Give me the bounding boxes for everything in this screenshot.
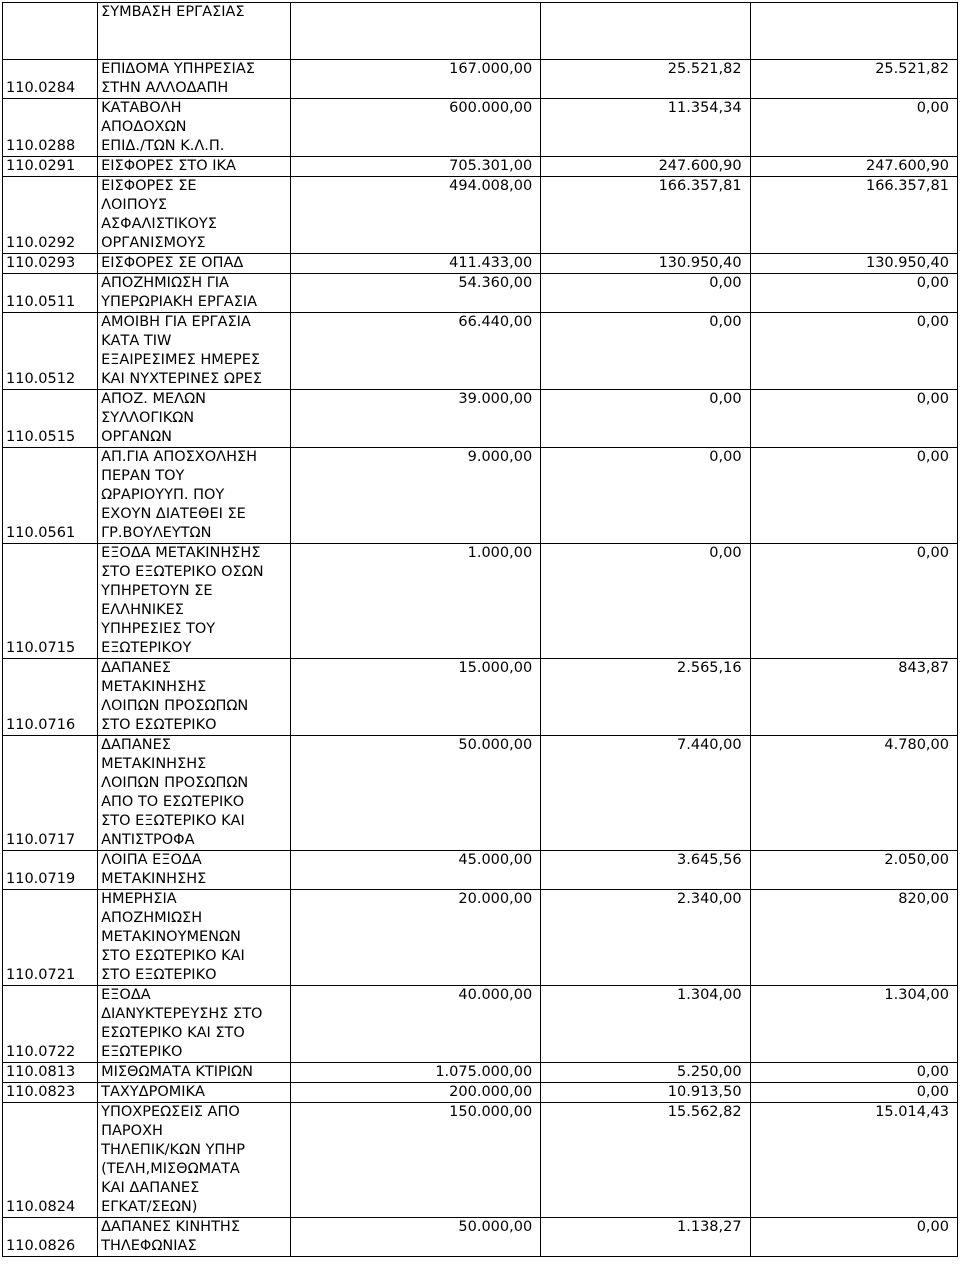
description-line: ΣΤΟ ΕΞΩΤΕΡΙΚΟ ΟΣΩΝ (101, 564, 264, 580)
paid-amount: 0,00 (750, 274, 957, 313)
account-code: 110.0826 (3, 1218, 98, 1257)
budget-amount: 150.000,00 (291, 1103, 541, 1218)
description-line: ΜΙΣΘΩΜΑΤΑ ΚΤΙΡΙΩΝ (101, 1064, 253, 1080)
account-description (98, 254, 291, 274)
table-row (3, 274, 958, 313)
description-line: ΚΑΙ ΔΑΠΑΝΕΣ (101, 1180, 200, 1196)
committed-amount: 0,00 (541, 313, 750, 390)
description-line: ΑΣΦΑΛΙΣΤΙΚΟΥΣ (101, 216, 217, 232)
account-description (98, 1083, 291, 1103)
description-line: ΕΙΣΦΟΡΕΣ ΣΕ (101, 178, 197, 194)
committed-amount: 0,00 (541, 390, 750, 448)
description-line: ΑΠΟΔΟΧΩΝ (101, 119, 187, 135)
description-line: ΚΑΙ ΝΥΧΤΕΡΙΝΕΣ ΩΡΕΣ (101, 371, 263, 387)
description-line: ΓΡ.ΒΟΥΛΕΥΤΩΝ (101, 525, 212, 541)
description-line: ΥΠΟΧΡΕΩΣΕΙΣ ΑΠΟ (101, 1104, 240, 1120)
paid-amount: 0,00 (750, 390, 957, 448)
committed-amount: 5.250,00 (541, 1063, 750, 1083)
table-row (3, 177, 958, 254)
budget-amount: 66.440,00 (291, 313, 541, 390)
header-cell (291, 3, 541, 60)
table-row (3, 736, 958, 851)
description-line: ΣΤΟ ΕΣΩΤΕΡΙΚΟ (101, 717, 217, 733)
description-line: ΔΙΑΝΥΚΤΕΡΕΥΣΗΣ ΣΤΟ (101, 1006, 263, 1022)
budget-amount: 40.000,00 (291, 986, 541, 1063)
account-description (98, 390, 291, 448)
committed-amount: 0,00 (541, 448, 750, 544)
description-line: ΕΙΣΦΟΡΕΣ ΣΕ ΟΠΑΔ (101, 255, 244, 271)
account-description (98, 313, 291, 390)
budget-amount: 9.000,00 (291, 448, 541, 544)
committed-amount: 7.440,00 (541, 736, 750, 851)
description-line: ΑΠΟΖΗΜΙΩΣΗ (101, 910, 203, 926)
paid-amount: 15.014,43 (750, 1103, 957, 1218)
account-description (98, 544, 291, 659)
description-line: ΚΑΤΑ ΤΙW (101, 333, 172, 349)
committed-amount: 3.645,56 (541, 851, 750, 890)
table-row (3, 390, 958, 448)
header-cell (541, 3, 750, 60)
paid-amount: 820,00 (750, 890, 957, 986)
paid-amount: 0,00 (750, 313, 957, 390)
paid-amount: 166.357,81 (750, 177, 957, 254)
account-code: 110.0293 (3, 254, 98, 274)
budget-amount: 1.075.000,00 (291, 1063, 541, 1083)
table-row (3, 99, 958, 157)
description-line: ΤΑΧΥΔΡΟΜΙΚΑ (101, 1084, 205, 1100)
table-row (3, 157, 958, 177)
description-line: ΜΕΤΑΚΙΝΗΣΗΣ (101, 756, 207, 772)
committed-amount: 2.565,16 (541, 659, 750, 736)
description-line: ΜΕΤΑΚΙΝΟΥΜΕΝΩΝ (101, 929, 241, 945)
account-description (98, 177, 291, 254)
account-description (98, 986, 291, 1063)
budget-amount: 705.301,00 (291, 157, 541, 177)
committed-amount: 166.357,81 (541, 177, 750, 254)
committed-amount: 1.304,00 (541, 986, 750, 1063)
account-description (98, 1063, 291, 1083)
description-line: ΕΠΙΔ./ΤΩΝ Κ.Λ.Π. (101, 138, 225, 154)
table-row (3, 890, 958, 986)
description-line: ΕΙΣΦΟΡΕΣ ΣΤΟ ΙΚΑ (101, 158, 236, 174)
paid-amount: 25.521,82 (750, 60, 957, 99)
account-code: 110.0511 (3, 274, 98, 313)
account-code: 110.0813 (3, 1063, 98, 1083)
paid-amount: 0,00 (750, 448, 957, 544)
description-line: ΑΝΤΙΣΤΡΟΦΑ (101, 832, 195, 848)
table-row (3, 659, 958, 736)
budget-amount: 20.000,00 (291, 890, 541, 986)
paid-amount: 2.050,00 (750, 851, 957, 890)
committed-amount: 10.913,50 (541, 1083, 750, 1103)
description-line: ΜΕΤΑΚΙΝΗΣΗΣ (101, 871, 207, 887)
description-line: (ΤΕΛΗ,ΜΙΣΘΩΜΑΤΑ (101, 1161, 240, 1177)
budget-amount: 54.360,00 (291, 274, 541, 313)
description-line: ΛΟΙΠΩΝ ΠΡΟΣΩΠΩΝ (101, 775, 249, 791)
description-line: ΕΣΩΤΕΡΙΚΟ ΚΑΙ ΣΤΟ (101, 1025, 245, 1041)
committed-amount: 0,00 (541, 544, 750, 659)
header-row (3, 3, 958, 60)
budget-amount: 39.000,00 (291, 390, 541, 448)
account-code: 110.0721 (3, 890, 98, 986)
budget-amount: 200.000,00 (291, 1083, 541, 1103)
description-line: ΠΑΡΟΧΗ (101, 1123, 163, 1139)
description-line: ΑΜΟΙΒΗ ΓΙΑ ΕΡΓΑΣΙΑ (101, 314, 251, 330)
paid-amount: 247.600,90 (750, 157, 957, 177)
description-line: ΕΓΚΑΤ/ΣΕΩΝ) (101, 1199, 198, 1215)
description-line: ΟΡΓΑΝΙΣΜΟΥΣ (101, 235, 206, 251)
description-line: ΕΞΟΔΑ (101, 987, 151, 1003)
account-code: 110.0715 (3, 544, 98, 659)
account-description (98, 851, 291, 890)
description-line: ΥΠΕΡΩΡΙΑΚΗ ΕΡΓΑΣΙΑ (101, 294, 258, 310)
description-line: ΕΞΩΤΕΡΙΚΟ (101, 1044, 183, 1060)
description-line: ΑΠ.ΓΙΑ ΑΠΟΣΧΟΛΗΣΗ (101, 449, 258, 465)
budget-amount: 50.000,00 (291, 1218, 541, 1257)
committed-amount: 130.950,40 (541, 254, 750, 274)
description-line: ΛΟΙΠΑ ΕΞΟΔΑ (101, 852, 202, 868)
account-code: 110.0291 (3, 157, 98, 177)
description-line: ΥΠΗΡΕΣΙΕΣ ΤΟΥ (101, 621, 216, 637)
committed-amount: 2.340,00 (541, 890, 750, 986)
description-line: ΔΑΠΑΝΕΣ (101, 737, 171, 753)
account-description (98, 99, 291, 157)
account-code: 110.0722 (3, 986, 98, 1063)
description-line: ΤΗΛΕΦΩΝΙΑΣ (101, 1238, 197, 1254)
table-row (3, 448, 958, 544)
budget-amount: 167.000,00 (291, 60, 541, 99)
account-code: 110.0824 (3, 1103, 98, 1218)
description-line: ΛΟΙΠΩΝ ΠΡΟΣΩΠΩΝ (101, 698, 249, 714)
account-code: 110.0717 (3, 736, 98, 851)
budget-amount: 1.000,00 (291, 544, 541, 659)
description-line: ΚΑΤΑΒΟΛΗ (101, 100, 182, 116)
account-code: 110.0561 (3, 448, 98, 544)
account-code: 110.0719 (3, 851, 98, 890)
account-code: 110.0284 (3, 60, 98, 99)
paid-amount: 0,00 (750, 1063, 957, 1083)
header-cell (750, 3, 957, 60)
description-line: ΕΞΩΤΕΡΙΚΟΥ (101, 640, 192, 656)
paid-amount: 843,87 (750, 659, 957, 736)
committed-amount: 1.138,27 (541, 1218, 750, 1257)
description-line: ΟΡΓΑΝΩΝ (101, 429, 173, 445)
description-line: ΣΥΛΛΟΓΙΚΩΝ (101, 410, 195, 426)
description-line: ΛΟΙΠΟΥΣ (101, 197, 168, 213)
paid-amount: 0,00 (750, 544, 957, 659)
table-row (3, 313, 958, 390)
budget-amount: 15.000,00 (291, 659, 541, 736)
table-row (3, 1083, 958, 1103)
budget-amount: 600.000,00 (291, 99, 541, 157)
account-code: 110.0292 (3, 177, 98, 254)
committed-amount: 247.600,90 (541, 157, 750, 177)
account-code: 110.0515 (3, 390, 98, 448)
table-row (3, 986, 958, 1063)
committed-amount: 11.354,34 (541, 99, 750, 157)
account-description (98, 659, 291, 736)
description-line: ΔΑΠΑΝΕΣ (101, 660, 171, 676)
description-line: ΗΜΕΡΗΣΙΑ (101, 891, 177, 907)
description-line: ΕΠΙΔΟΜΑ ΥΠΗΡΕΣΙΑΣ (101, 61, 255, 77)
description-line: ΣΤΟ ΕΞΩΤΕΡΙΚΟ (101, 967, 217, 983)
account-code: 110.0823 (3, 1083, 98, 1103)
budget-amount: 494.008,00 (291, 177, 541, 254)
description-line: ΑΠΟΖΗΜΙΩΣΗ ΓΙΑ (101, 275, 229, 291)
table-row (3, 1063, 958, 1083)
account-description (98, 60, 291, 99)
paid-amount: 4.780,00 (750, 736, 957, 851)
description-line: ΩΡΑΡΙΟΥΥΠ. ΠΟΥ (101, 487, 225, 503)
description-line: ΕΞΟΔΑ ΜΕΤΑΚΙΝΗΣΗΣ (101, 545, 261, 561)
budget-amount: 50.000,00 (291, 736, 541, 851)
account-code: 110.0288 (3, 99, 98, 157)
account-description (98, 1103, 291, 1218)
table-row (3, 1103, 958, 1218)
description-line: ΤΗΛΕΠΙΚ/ΚΩΝ ΥΠΗΡ (101, 1142, 245, 1158)
budget-amount: 411.433,00 (291, 254, 541, 274)
account-description (98, 448, 291, 544)
description-line: ΣΤΗΝ ΑΛΛΟΔΑΠΗ (101, 80, 229, 96)
account-code: 110.0512 (3, 313, 98, 390)
committed-amount: 15.562,82 (541, 1103, 750, 1218)
table-row (3, 60, 958, 99)
description-line: ΕΛΛΗΝΙΚΕΣ (101, 602, 184, 618)
paid-amount: 130.950,40 (750, 254, 957, 274)
description-line: ΠΕΡΑΝ ΤΟΥ (101, 468, 185, 484)
table-row (3, 1218, 958, 1257)
account-description (98, 157, 291, 177)
header-code-cell (3, 3, 98, 60)
description-line: ΕΞΑΙΡΕΣΙΜΕΣ ΗΜΕΡΕΣ (101, 352, 261, 368)
account-description (98, 1218, 291, 1257)
account-description (98, 890, 291, 986)
committed-amount: 25.521,82 (541, 60, 750, 99)
account-code: 110.0716 (3, 659, 98, 736)
committed-amount: 0,00 (541, 274, 750, 313)
paid-amount: 0,00 (750, 1218, 957, 1257)
budget-amount: 45.000,00 (291, 851, 541, 890)
table-row (3, 851, 958, 890)
description-line: ΑΠΟ ΤΟ ΕΣΩΤΕΡΙΚΟ (101, 794, 245, 810)
description-line: ΑΠΟΖ. ΜΕΛΩΝ (101, 391, 206, 407)
description-line: ΣΤΟ ΕΞΩΤΕΡΙΚΟ ΚΑΙ (101, 813, 245, 829)
table-row (3, 544, 958, 659)
description-line: ΥΠΗΡΕΤΟΥΝ ΣΕ (101, 583, 213, 599)
description-line: ΣΤΟ ΕΣΩΤΕΡΙΚΟ ΚΑΙ (101, 948, 245, 964)
paid-amount: 1.304,00 (750, 986, 957, 1063)
paid-amount: 0,00 (750, 99, 957, 157)
paid-amount: 0,00 (750, 1083, 957, 1103)
table-row (3, 254, 958, 274)
table-title: ΣΥΜΒΑΣΗ ΕΡΓΑΣΙΑΣ (98, 3, 291, 60)
account-description (98, 736, 291, 851)
budget-table (2, 2, 958, 1257)
account-description (98, 274, 291, 313)
description-line: ΜΕΤΑΚΙΝΗΣΗΣ (101, 679, 207, 695)
description-line: ΕΧΟΥΝ ΔΙΑΤΕΘΕΙ ΣΕ (101, 506, 246, 522)
description-line: ΔΑΠΑΝΕΣ ΚΙΝΗΤΗΣ (101, 1219, 240, 1235)
